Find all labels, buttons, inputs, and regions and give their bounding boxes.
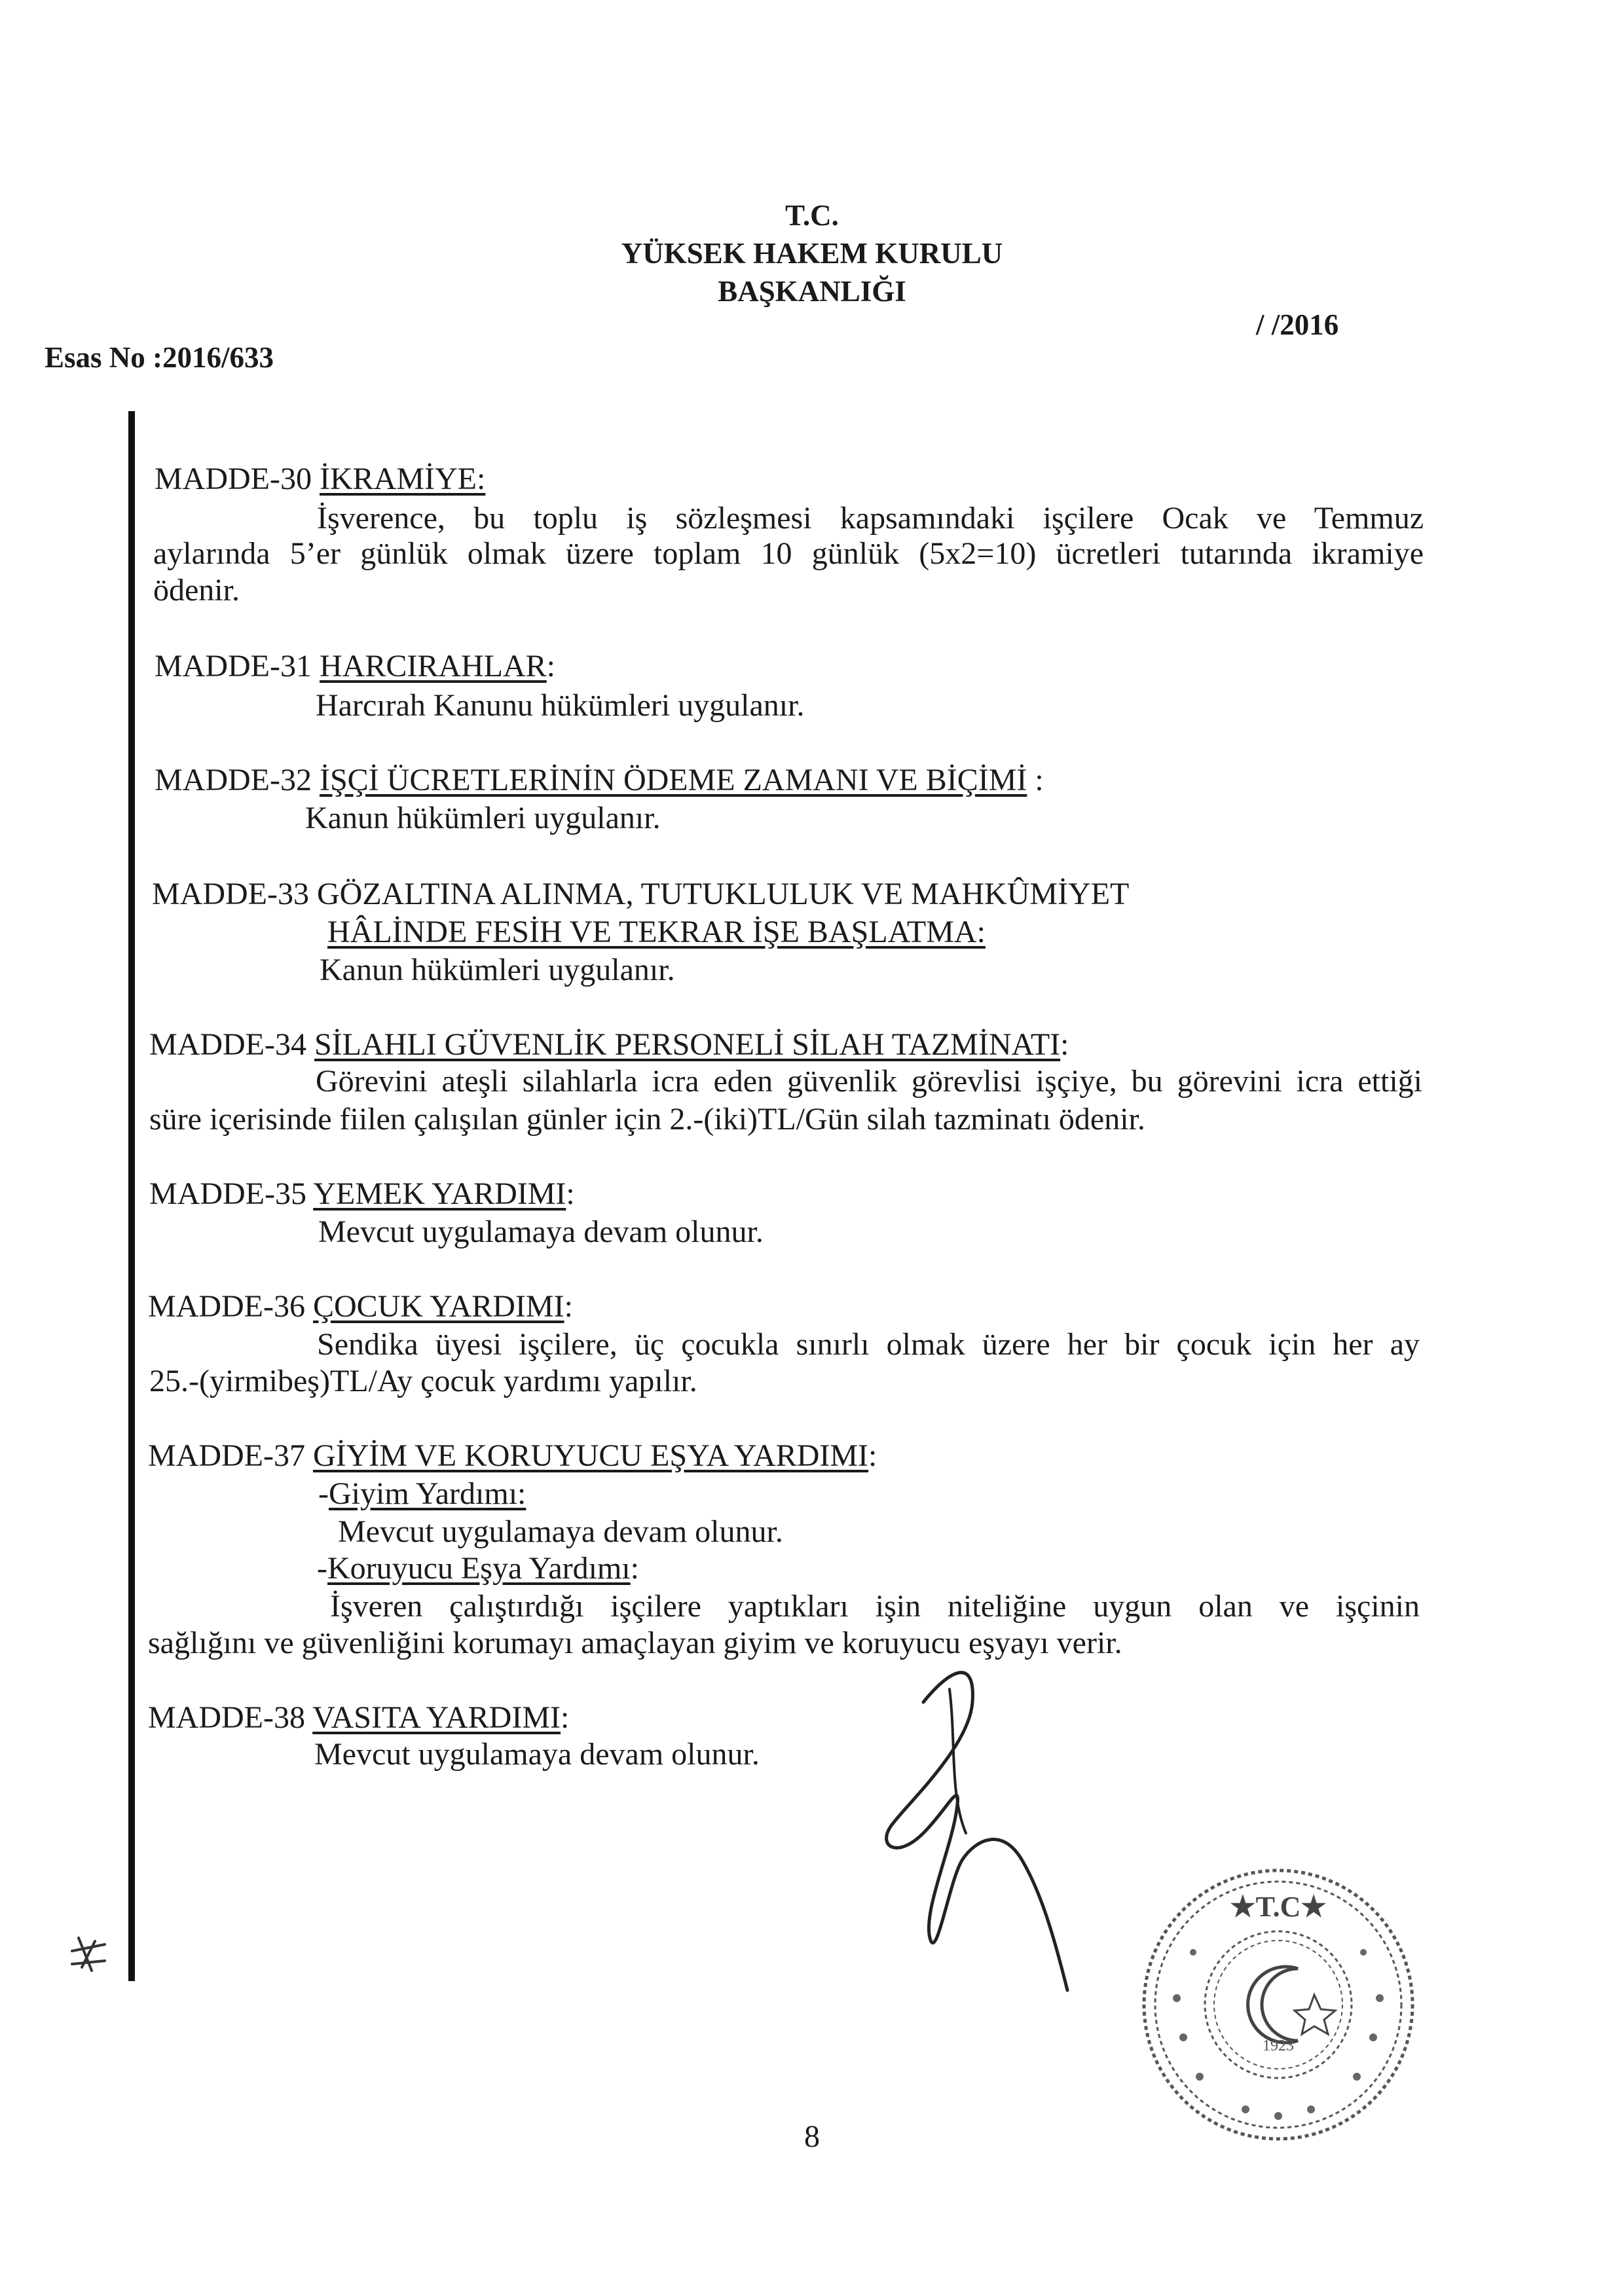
article-number: MADDE-38 [148,1700,305,1735]
article-title: YEMEK YARDIMI [313,1176,566,1211]
article-title: VASITA YARDIMI [312,1700,561,1735]
article-number: MADDE-32 [155,763,312,797]
article-38-heading [148,1698,569,1738]
article-number: MADDE-31 [155,649,312,683]
article-number: MADDE-37 [148,1438,305,1473]
official-seal [1128,1854,1429,2155]
article-35-text: Mevcut uygulamaya devam olunur. [318,1214,764,1249]
article-37-line-2: sağlığını ve güvenliğini korumayı amaçlayan giyim ve koruyucu eşyayı verir. [148,1626,1122,1660]
dash: - [317,1551,327,1586]
dash: - [318,1476,329,1511]
article-31-text: Harcırah Kanunu hükümleri uygulanır. [316,688,805,723]
article-30-line-3: ödenir. [153,573,240,608]
article-number: MADDE-34 [149,1027,306,1062]
article-30-line-2: aylarında 5’er günlük olmak üzere toplam 10 günlük (5x2=10) ücretleri tutarında ikramiye [153,536,1424,571]
document-date: / /2016 [1256,308,1339,341]
article-35-heading [149,1175,575,1214]
colon: : [1060,1027,1069,1062]
article-title: ÇOCUK YARDIMI [312,1289,564,1324]
article-37-sub1-heading [318,1474,526,1514]
colon: : [564,1289,573,1324]
article-34-line-2: süre içerisinde fiilen çalışılan günler için 2.-(iki)TL/Gün silah tazminatı ödenir. [149,1102,1145,1137]
case-number [45,340,274,374]
header-presidency: BAŞKANLIĞI [718,275,906,308]
colon: : [868,1438,877,1473]
article-33-heading [152,875,1129,914]
article-number: MADDE-33 [152,877,309,911]
article-title: GÖZALTINA ALINMA, TUTUKLULUK VE MAHKÛMİYET [316,877,1130,911]
article-37-sub2-heading [317,1549,639,1588]
sub-title: Giyim Yardımı: [328,1476,526,1511]
article-37-sub1-text: Mevcut uygulamaya devam olunur. [338,1514,783,1549]
case-number-value: :2016/633 [153,341,274,374]
colon: : [561,1700,570,1735]
initial-mark [65,1931,111,1977]
colon: : [546,649,556,683]
article-number: MADDE-36 [148,1289,305,1324]
seal-top-text: ★T.C★ [1230,1891,1327,1923]
article-32-text: Kanun hükümleri uygulanır. [305,801,661,835]
article-36-line-1: Sendika üyesi işçilere, üç çocukla sınırlı olmak üzere her bir çocuk için her ay [317,1327,1420,1362]
article-number: MADDE-30 [155,462,312,496]
article-title: SİLAHLI GÜVENLİK PERSONELİ SİLAH TAZMİNATI [314,1027,1061,1062]
article-32-heading [155,761,1044,800]
article-title: İŞÇİ ÜCRETLERİNİN ÖDEME ZAMANI VE BİÇİMİ [319,763,1027,797]
article-34-line-1: Görevini ateşli silahlarla icra eden güvenlik görevlisi işçiye, bu görevini icra ettiği [316,1064,1422,1099]
case-number-label: Esas No [45,341,145,374]
header-tc: T.C. [785,199,839,232]
article-title: GİYİM VE KORUYUCU EŞYA YARDIMI [312,1438,869,1473]
article-33-title-line-2: HÂLİNDE FESİH VE TEKRAR İŞE BAŞLATMA: [327,915,986,949]
seal-year: 1923 [1263,2037,1294,2054]
sub-title: Koruyucu Eşya Yardımı [327,1551,631,1586]
article-37-heading [148,1436,877,1476]
page-number: 8 [804,2119,820,2154]
article-number: MADDE-35 [149,1176,306,1211]
article-33-text: Kanun hükümleri uygulanır. [320,953,675,987]
article-36-line-2: 25.-(yirmibeş)TL/Ay çocuk yardımı yapılır. [149,1364,697,1398]
article-title: HARCIRAHLAR [319,649,547,683]
article-37-line-1: İşveren çalıştırdığı işçilere yaptıkları işin niteliğine uygun olan ve işçinin [330,1589,1420,1624]
article-36-heading [148,1287,573,1326]
signature [851,1663,1087,2003]
article-34-heading [149,1025,1069,1065]
article-38-text: Mevcut uygulamaya devam olunur. [314,1737,760,1772]
article-30-line-1: İşverence, bu toplu iş sözleşmesi kapsamındaki işçilere Ocak ve Temmuz [317,501,1424,536]
article-30-heading [155,460,485,499]
colon: : [630,1551,639,1586]
article-title: İKRAMİYE: [319,462,486,496]
margin-line [128,411,135,1981]
colon: : [566,1176,575,1211]
header-institution: YÜKSEK HAKEM KURULU [621,237,1003,270]
article-31-heading [155,647,555,686]
colon: : [1027,763,1044,797]
